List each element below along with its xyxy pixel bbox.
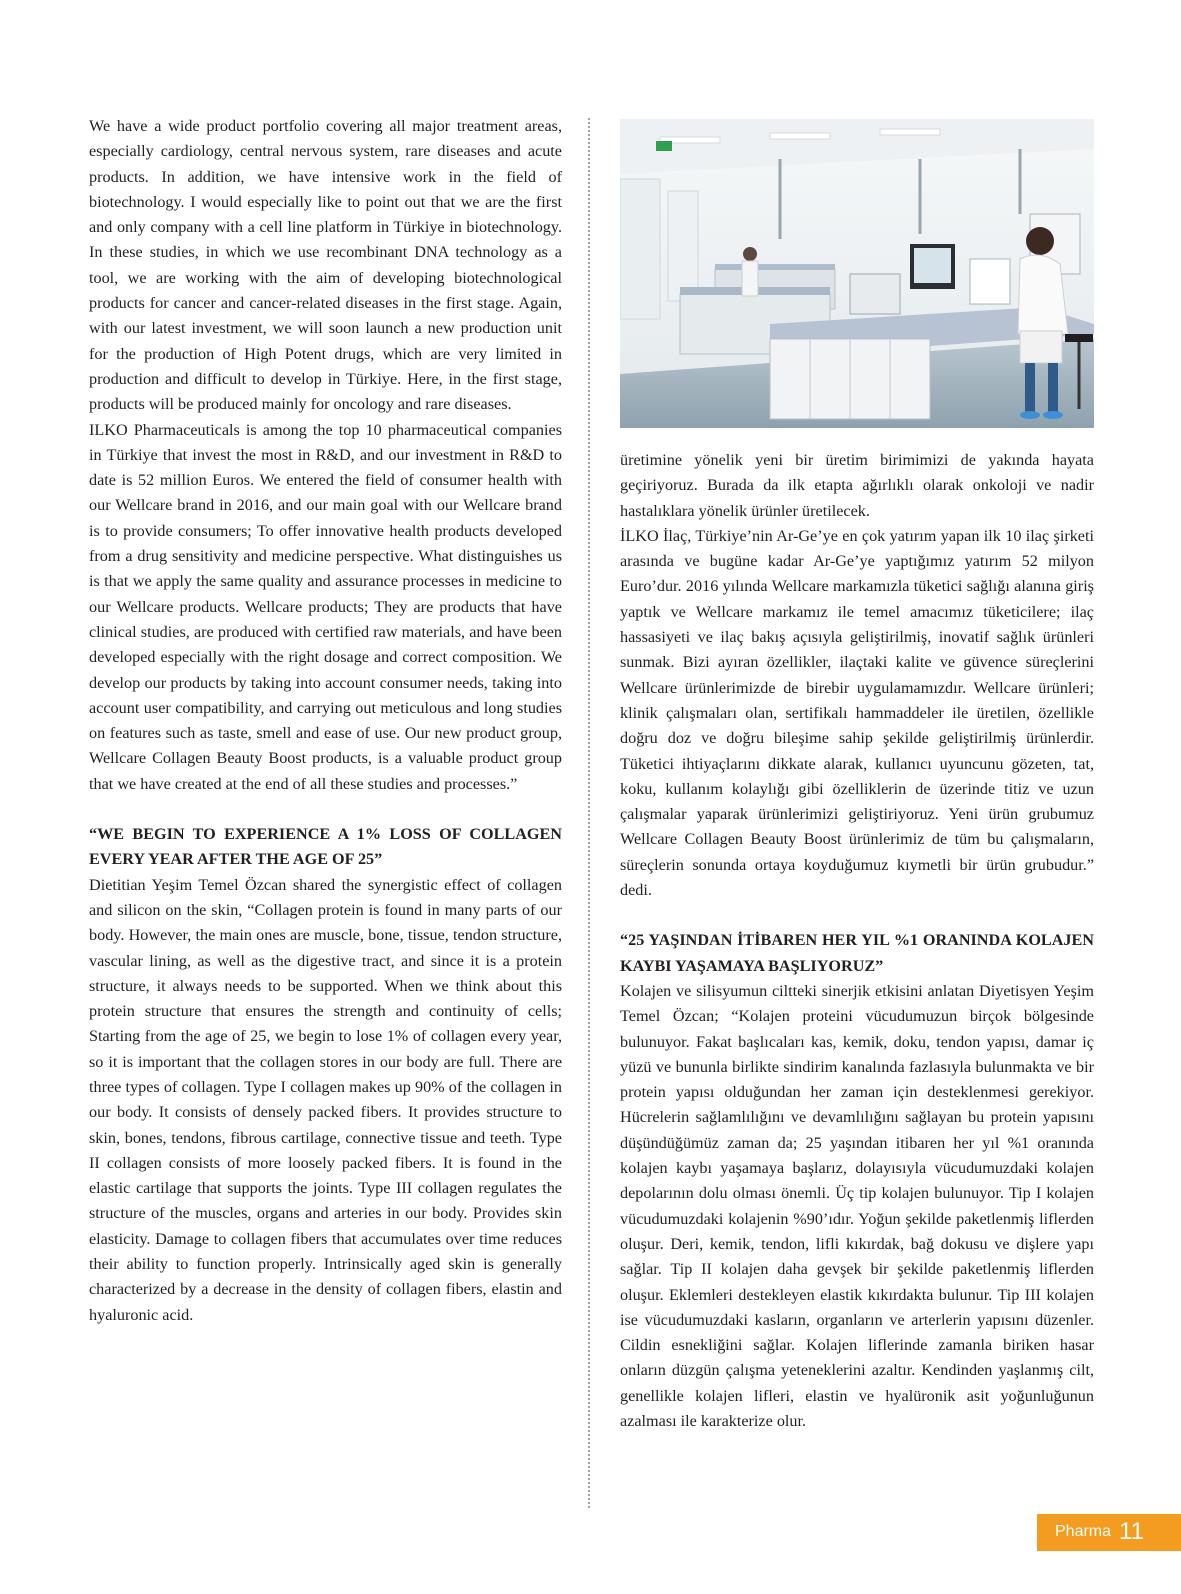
page-number: 11 bbox=[1119, 1518, 1144, 1545]
right-column bbox=[620, 448, 1094, 1434]
section-heading: “25 YAŞINDAN İTİBAREN HER YIL %1 ORANINDA KOLAJEN KAYBI YAŞAMAYA BAŞLIYORUZ” bbox=[620, 931, 1094, 975]
body-paragraph: ILKO Pharmaceuticals is among the top 10 pharmaceutical companies in Türkiye that invest the most in R&D, and our investment in R&D to date is 52 million Euros. We entered the field of consumer health with our Wellcare brand in 2016, and our main goal with our Wellcare brand is to provide consumers; To offer innovative health products developed from a drug sensitivity and medicine perspective. What distinguishes us is that we apply the same quality and assurance processes in medicine to our Wellcare products. Wellcare products; They are products that have clinical studies, are produced with certified raw materials, and have been developed especially with the right dosage and correct composition. We develop our products by taking into account consumer needs, taking into account user compatibility, and carrying out meticulous and long studies on features such as taste, smell and ease of use. Our new product group, Wellcare Collagen Beauty Boost products, is a valuable product group that we have created at the end of all these studies and processes.” bbox=[89, 420, 562, 793]
laboratory-photo-graphic bbox=[620, 119, 1094, 428]
section-heading: “WE BEGIN TO EXPERIENCE A 1% LOSS OF COLLAGEN EVERY YEAR AFTER THE AGE OF 25” bbox=[89, 825, 562, 869]
laboratory-photo bbox=[620, 119, 1094, 428]
page-footer-tab bbox=[1037, 1514, 1181, 1551]
body-paragraph: Dietitian Yeşim Temel Özcan shared the synergistic effect of collagen and silicon on the skin, “Collagen protein is found in many parts of our body. However, the main ones are muscle, bone, tissue, tendon structure, vascular lining, as well as the digestive tract, and since it is a protein structure, it always needs to be supported. When we think about this protein structure that ensures the strength and continuity of cells; Starting from the age of 25, we begin to lose 1% of collagen every year, so it is important that the collagen stores in our body are full. There are three types of collagen. Type I collagen makes up 90% of the collagen in our body. It consists of densely packed fibers. It provides structure to skin, bones, tendons, fibrous cartilage, connective tissue and teeth. Type II collagen consists of more loosely packed fibers. It is found in the elastic cartilage that supports the joints. Type III collagen regulates the structure of the muscles, organs and arteries in our body. Provides skin elasticity. Damage to collagen fibers that accumulates over time reduces their ability to function properly. Intrinsically aged skin is generally characterized by a decrease in the density of collagen fibers, elastin and hyaluronic acid. bbox=[89, 875, 562, 1324]
body-paragraph: üretimine yönelik yeni bir üretim birimimizi de yakında hayata geçiriyoruz. Burada da ilk etapta ağırlıklı olarak onkoloji ve nadir hastalıklara yönelik ürünler üretilecek. bbox=[620, 451, 1094, 520]
body-paragraph: We have a wide product portfolio covering all major treatment areas, especially cardiology, central nervous system, rare diseases and acute products. In addition, we have intensive work in the field of biotechnology. I would especially like to point out that we are the first and only company with a cell line platform in Türkiye in biotechnology. In these studies, in which we use recombinant DNA technology as a tool, we are working with the aim of developing biotechnological products for cancer and cancer-related diseases in the first stage. Again, with our latest investment, we will soon launch a new production unit for the production of High Potent drugs, which are very limited in production and difficult to develop in Türkiye. Here, in the first stage, products will be produced mainly for oncology and rare diseases. bbox=[89, 117, 562, 414]
body-paragraph: Kolajen ve silisyumun ciltteki sinerjik etkisini anlatan Diyetisyen Yeşim Temel Özcan; “Kolajen proteini vücudumuzun birçok bölgesinde bulunuyor. Fakat başlıcaları kas, kemik, doku, tendon yapısı, damar iç yüzü ve bununla birlikte sindirim kanalında fazlasıyla bulunmakta ve bir protein yapısı olduğundan her zaman için desteklenmesi gerekiyor. Hücrelerin sağlamlılığını ve devamlılığını sağlayan bu protein yapısını düşündüğümüz zaman da; 25 yaşından itibaren her yıl %1 oranında kolajen kaybı yaşamaya başlarız, dolayısıyla vücudumuzdaki kolajen depolarının dolu olması önemli. Üç tip kolajen bulunuyor. Tip I kolajen vücudumuzdaki kolajenin %90’ıdır. Yoğun şekilde paketlenmiş liflerden oluşur. Deri, kemik, tendon, lifli kıkırdak, bağ dokusu ve dişlere yapı sağlar. Tip II kolajen daha gevşek bir şekilde paketlenmiş liflerden oluşur. Eklemleri destekleyen elastik kıkırdakta bulunur. Tip III kolajen ise vücudumuzdaki kasların, organların ve arterlerin yapısını düzenler. Cildin esnekliğini sağlar. Kolajen liflerinde zamanla biriken hasar onların düzgün çalışma yeteneklerini azaltır. Kendinden yaşlanmış cilt, genellikle kolajen lifleri, elastin ve hyalüronik asit yoğunluğunun azalması ile karakterize olur. bbox=[620, 981, 1094, 1430]
column-divider bbox=[588, 118, 590, 1508]
body-paragraph: İLKO İlaç, Türkiye’nin Ar-Ge’ye en çok yatırım yapan ilk 10 ilaç şirketi arasında ve bugüne kadar Ar-Ge’ye yaptığımız yatırım 52 milyon Euro’dur. 2016 yılında Wellcare markamızla tüketici sağlığı alanına giriş yaptık ve Wellcare markamız ile temel amacımız tüketicilere; ilaç hassasiyeti ve ilaç bakış açısıyla geliştirilmiş, inovatif sağlık ürünleri sunmak. Bizi ayıran özellikler, ilaçtaki kalite ve güvence süreçlerini Wellcare ürünlerimizde de birebir uygulamamızdır. Wellcare ürünleri; klinik çalışmaları olan, sertifikalı hammaddeler ile üretilen, özellikle doğru doz ve doğru bileşime sahip şekilde geliştirilmiş ürünlerdir. Tüketici ihtiyaçlarını dikkate alarak, kullanıcı uyuncunu gözeten, tat, koku, kullanım kolaylığı gibi özelliklerin de üzerinde titiz ve uzun çalışmalar yaparak ürünlerimizi geliştiriyoruz. Yeni ürün grubumuz Wellcare Collagen Beauty Boost ürünlerimiz de tüm bu çalışmaların, süreçlerin sonunda ortaya koyduğumuz kıymetli bir ürün grubudur.” dedi. bbox=[620, 526, 1094, 900]
magazine-name: Pharma bbox=[1055, 1523, 1112, 1540]
left-column bbox=[89, 114, 562, 1328]
